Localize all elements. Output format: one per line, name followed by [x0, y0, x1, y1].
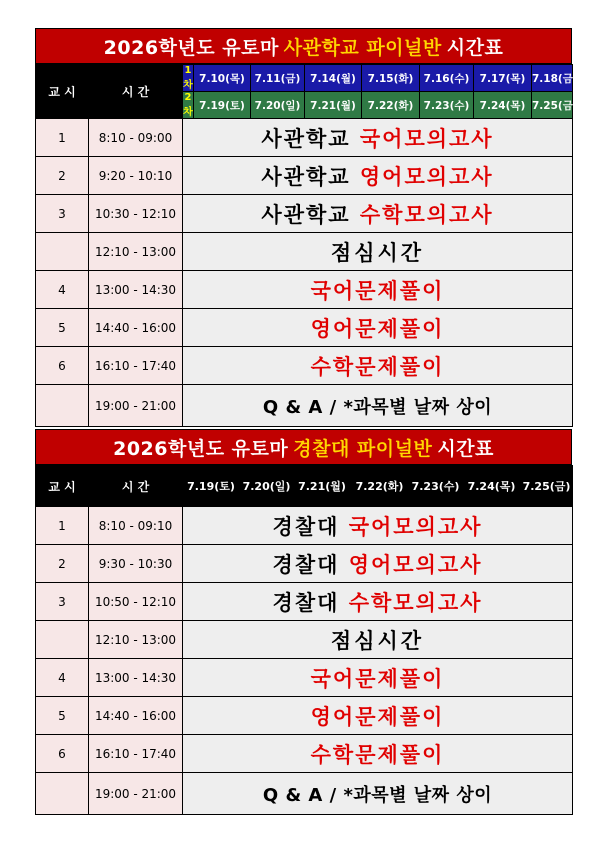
qa-cell [183, 773, 573, 815]
subject-name: 영어문제풀이 [310, 316, 445, 341]
table-row [36, 233, 573, 271]
header-time: 시 간 [89, 466, 183, 507]
time-cell: 14:40 - 16:00 [89, 309, 183, 347]
period-cell [36, 621, 89, 659]
date-header: 7.21(월) [294, 466, 351, 507]
period-cell: 3 [36, 195, 89, 233]
time-cell: 10:50 - 12:10 [89, 583, 183, 621]
title-highlight: 경찰대 파이널반 [293, 437, 433, 460]
round1-date: 7.10(목) [194, 65, 251, 92]
table-row [36, 309, 573, 347]
subject-name: 수학모의고사 [359, 202, 494, 227]
qa-cell [183, 385, 573, 427]
time-cell: 14:40 - 16:00 [89, 697, 183, 735]
subject-name: 수학문제풀이 [310, 354, 445, 379]
round1-date: 7.11(금) [251, 65, 305, 92]
time-cell: 16:10 - 17:40 [89, 735, 183, 773]
title-suffix: 시간표 [446, 36, 504, 59]
time-cell: 8:10 - 09:00 [89, 119, 183, 157]
title-suffix: 시간표 [437, 437, 494, 460]
table-row [36, 659, 573, 697]
subject-cell [183, 507, 573, 545]
date-header: 7.22(화) [351, 466, 409, 507]
period-cell: 2 [36, 545, 89, 583]
period-cell: 6 [36, 735, 89, 773]
period-cell: 4 [36, 659, 89, 697]
table-row [36, 271, 573, 309]
header-period: 교 시 [36, 65, 89, 119]
time-cell: 12:10 - 13:00 [89, 621, 183, 659]
table-row [36, 119, 573, 157]
header-period: 교 시 [36, 466, 89, 507]
period-cell: 6 [36, 347, 89, 385]
subject-cell [183, 309, 573, 347]
time-cell: 9:20 - 10:10 [89, 157, 183, 195]
subject-name: 국어모의고사 [348, 514, 483, 539]
time-cell: 19:00 - 21:00 [89, 385, 183, 427]
qa-label: Q & A / *과목별 날짜 상이 [262, 784, 493, 806]
round2-date: 7.20(일) [251, 92, 305, 119]
time-cell: 13:00 - 14:30 [89, 659, 183, 697]
table-row [36, 157, 573, 195]
round2-date: 7.19(토) [194, 92, 251, 119]
round2-date: 7.24(목) [474, 92, 532, 119]
period-cell [36, 233, 89, 271]
period-cell: 1 [36, 507, 89, 545]
subject-name: 국어문제풀이 [310, 278, 445, 303]
subject-prefix: 사관학교 [261, 126, 360, 151]
round2-label: 2차 [183, 92, 193, 118]
lunch-cell [183, 621, 573, 659]
title-highlight: 사관학교 파이널반 [283, 36, 442, 59]
subject-name: 수학문제풀이 [310, 742, 445, 767]
round2-date: 7.21(월) [305, 92, 362, 119]
schedule-title [35, 429, 572, 465]
table-row [36, 385, 573, 427]
subject-name: 국어모의고사 [359, 126, 494, 151]
time-cell: 9:30 - 10:30 [89, 545, 183, 583]
subject-cell [183, 697, 573, 735]
round2-date: 7.22(화) [362, 92, 420, 119]
table-row [36, 507, 573, 545]
qa-label: Q & A / *과목별 날짜 상이 [262, 396, 493, 418]
subject-cell [183, 735, 573, 773]
round2-date: 7.23(수) [420, 92, 474, 119]
schedule-sagwan [35, 28, 578, 427]
round1-date: 7.15(화) [362, 65, 420, 92]
date-header: 7.23(수) [409, 466, 463, 507]
round1-label: 1차 [183, 65, 193, 91]
round1-date: 7.14(월) [305, 65, 362, 92]
timetable [35, 465, 573, 815]
subject-name: 국어문제풀이 [310, 666, 445, 691]
round2-date: 7.25(금) [532, 92, 573, 119]
time-cell: 16:10 - 17:40 [89, 347, 183, 385]
period-cell: 5 [36, 697, 89, 735]
subject-cell [183, 545, 573, 583]
timetable [35, 64, 578, 427]
time-cell: 10:30 - 12:10 [89, 195, 183, 233]
period-cell: 2 [36, 157, 89, 195]
time-cell: 12:10 - 13:00 [89, 233, 183, 271]
lunch-label: 점심시간 [330, 240, 425, 265]
period-cell: 4 [36, 271, 89, 309]
table-row [36, 697, 573, 735]
round1-date: 7.18(금) [532, 65, 573, 92]
time-cell: 13:00 - 14:30 [89, 271, 183, 309]
subject-cell [183, 583, 573, 621]
subject-name: 영어문제풀이 [310, 704, 445, 729]
lunch-label: 점심시간 [330, 628, 425, 653]
subject-prefix: 경찰대 [272, 514, 349, 539]
round1-date: 7.16(수) [420, 65, 474, 92]
subject-cell [183, 119, 573, 157]
subject-cell [183, 271, 573, 309]
subject-cell [183, 195, 573, 233]
title-prefix: 2026학년도 유토마 [103, 36, 279, 59]
subject-prefix: 사관학교 [261, 202, 360, 227]
date-header: 7.24(목) [463, 466, 521, 507]
period-cell: 5 [36, 309, 89, 347]
table-row [36, 773, 573, 815]
header-time: 시 간 [89, 65, 183, 119]
subject-name: 영어모의고사 [348, 552, 483, 577]
round1-date: 7.17(목) [474, 65, 532, 92]
period-cell [36, 773, 89, 815]
subject-name: 수학모의고사 [348, 590, 483, 615]
table-row [36, 621, 573, 659]
period-cell: 1 [36, 119, 89, 157]
subject-name: 영어모의고사 [359, 164, 494, 189]
table-row [36, 347, 573, 385]
date-header: 7.19(토) [183, 466, 240, 507]
schedule-title [35, 28, 572, 64]
title-prefix: 2026학년도 유토마 [113, 437, 289, 460]
period-cell: 3 [36, 583, 89, 621]
subject-prefix: 사관학교 [261, 164, 360, 189]
subject-cell [183, 157, 573, 195]
lunch-cell [183, 233, 573, 271]
subject-cell [183, 347, 573, 385]
subject-prefix: 경찰대 [272, 590, 349, 615]
table-row [36, 583, 573, 621]
time-cell: 19:00 - 21:00 [89, 773, 183, 815]
subject-cell [183, 659, 573, 697]
date-header: 7.20(일) [240, 466, 294, 507]
table-row [36, 545, 573, 583]
table-row [36, 735, 573, 773]
schedule-police [35, 429, 572, 815]
table-row [36, 195, 573, 233]
date-header: 7.25(금) [521, 466, 573, 507]
time-cell: 8:10 - 09:10 [89, 507, 183, 545]
period-cell [36, 385, 89, 427]
subject-prefix: 경찰대 [272, 552, 349, 577]
